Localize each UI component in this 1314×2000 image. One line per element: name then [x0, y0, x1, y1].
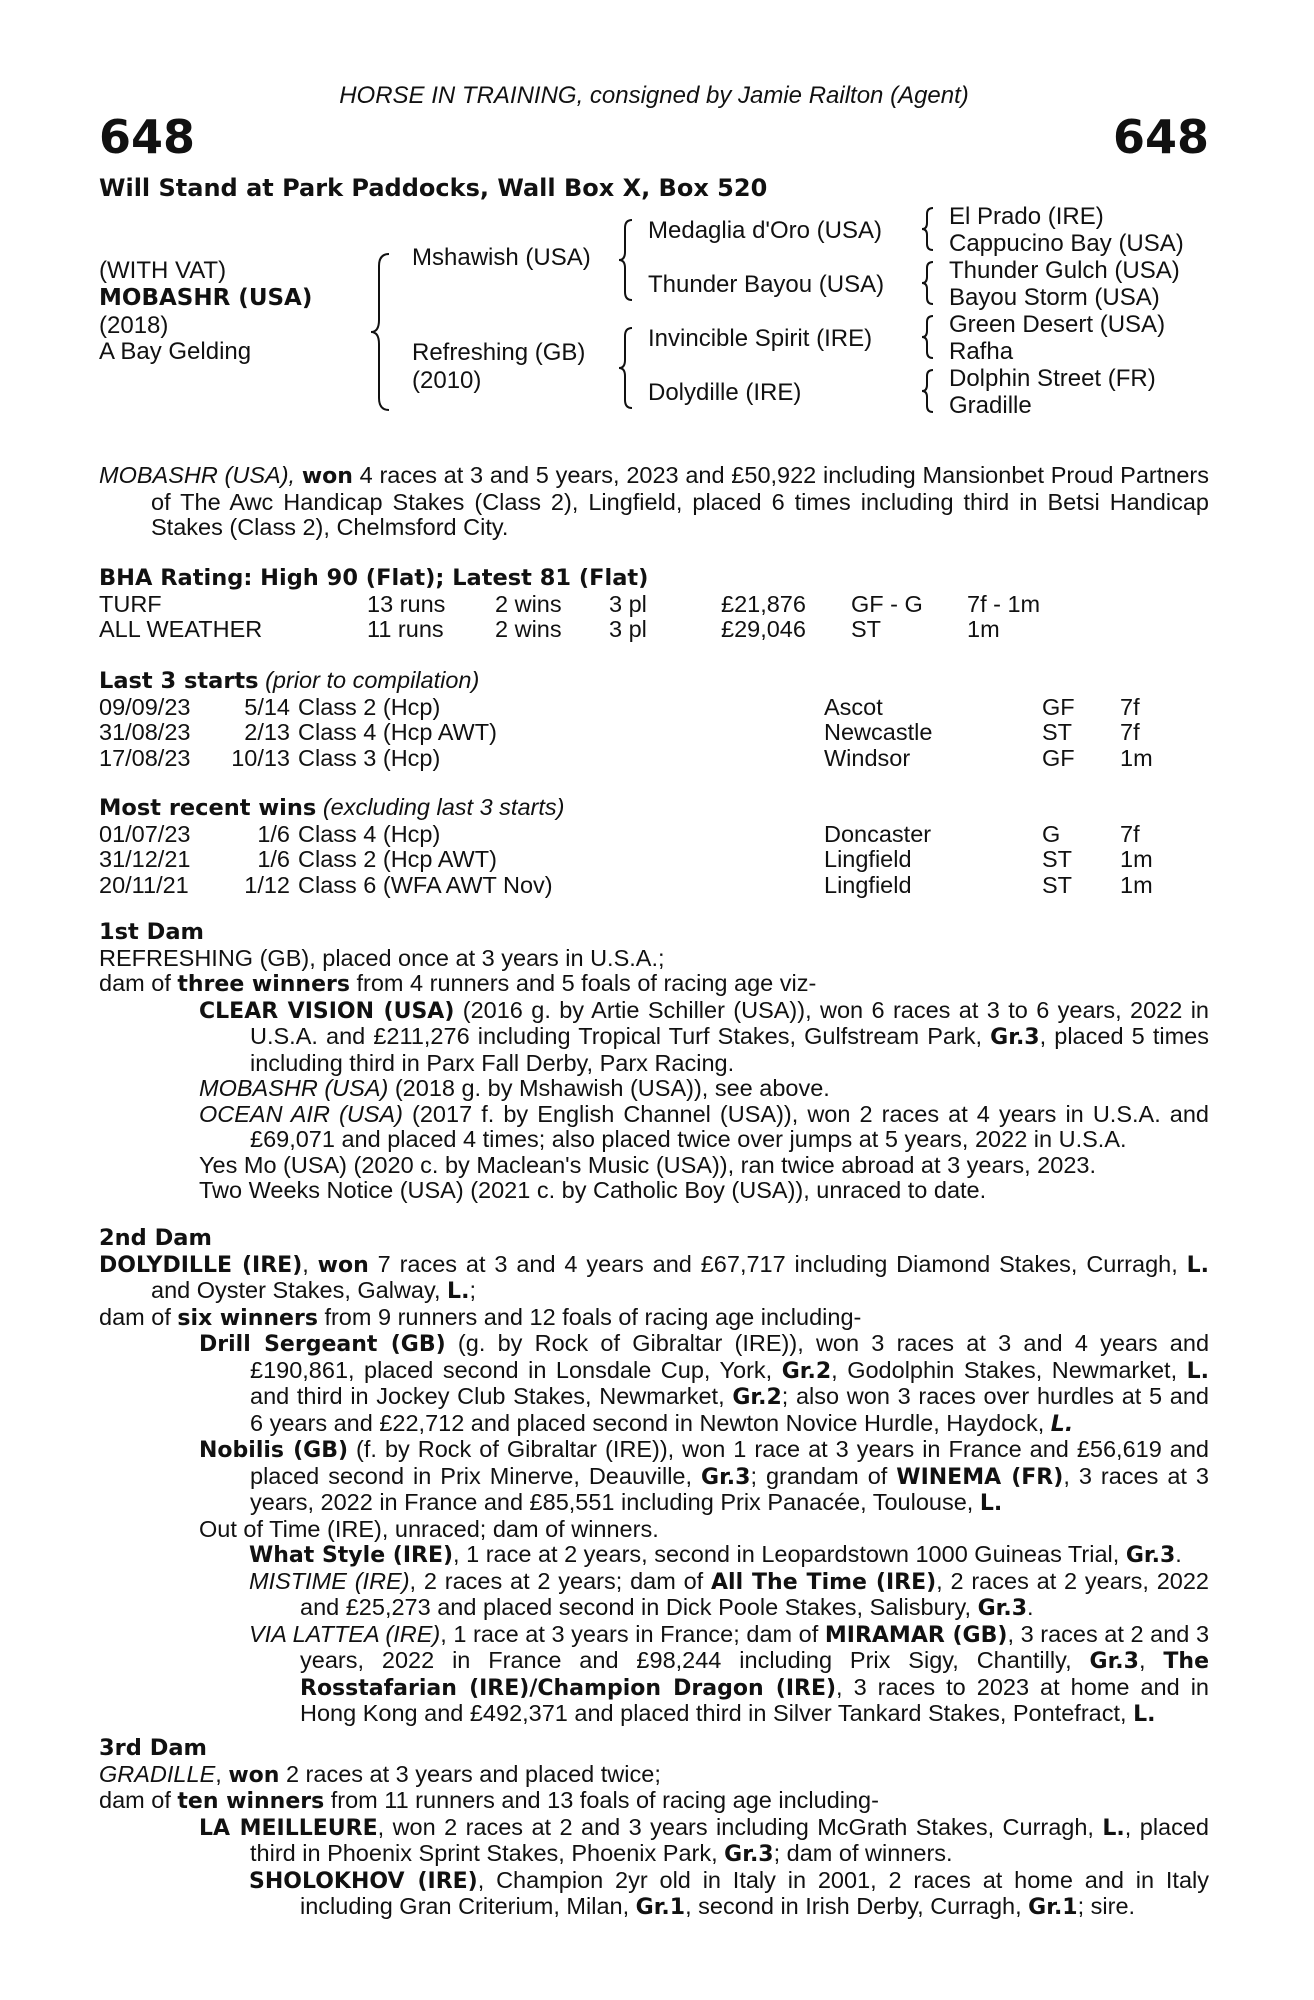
third-dam-heading: 3rd Dam [99, 1735, 207, 1761]
ratings-table [99, 592, 1040, 643]
recent-wins-table [99, 822, 1153, 899]
catalogue-page [99, 0, 1209, 2000]
grandsire-3: Thunder Gulch (USA) [949, 257, 1180, 284]
recent-wins-section: Most recent wins (excluding last 3 starts) 01/07/23 1/6 Class 4 (Hcp) Doncaster G 7f 31/12/21 1/6 Class 2 (Hcp AWT) Lingfield ST 1m 20/11/21 1/12 Class 6 (WFA AWT Nov) Lingfield ST 1m [99, 794, 1153, 898]
race-summary: MOBASHR (USA), won 4 races at 3 and 5 years, 2023 and £50,922 including Mansionbet Proud Partners of The Awc Handicap Stakes (Class 2), Lingfield, placed 6 times including third in Betsi Handicap Stakes (Class 2), Chelmsford City. [99, 462, 1209, 540]
table-row: 17/08/23 10/13 Class 3 (Hcp) Windsor GF 1m [99, 744, 1153, 771]
consignment-header: HORSE IN TRAINING, consigned by Jamie Railton (Agent) [339, 82, 969, 109]
stand-location: Will Stand at Park Paddocks, Wall Box X, Box 520 [99, 174, 768, 202]
brace-main [369, 252, 393, 412]
ratings-section [99, 566, 1209, 643]
table-row: 31/12/21 1/6 Class 2 (Hcp AWT) Lingfield ST 1m [99, 846, 1153, 872]
table-row: 20/11/21 1/12 Class 6 (WFA AWT Nov) Lingfield ST 1m [99, 871, 1153, 898]
sire: Mshawish (USA) [412, 244, 591, 271]
brace-g1 [920, 206, 936, 252]
grandsire-1: El Prado (IRE) [949, 203, 1104, 230]
table-row: TURF 13 runs 2 wins 3 pl £21,876 GF - G 7f - 1m [99, 590, 1041, 617]
first-dam-section: 1st Dam REFRESHING (GB), placed once at 3 years in U.S.A.; dam of three winners from 4 runners and 5 foals of racing age viz- CLEAR VISION (USA) (2016 g. by Artie Schiller (USA)), won 6 races at 3 to 6 years, 2022 in U.S.A. and £211,276 including Tropical Turf Stakes, Gulfstream Park, Gr.3, placed 5 times including third in Parx Fall Derby, Parx Racing. MOBASHR (USA) (2018 g. by Mshawish (USA)), see above. OCEAN AIR (USA) (2017 f. by English Channel (USA)), won 2 races at 4 years in U.S.A. and £69,071 and placed 4 times; also placed twice over jumps at 5 years, 2022 in U.S.A. Yes Mo (USA) (2020 c. by Maclean's Music (USA)), ran twice abroad at 3 years, 2023. Two Weeks Notice (USA) (2021 c. by Catholic Boy (USA)), unraced to date. [99, 919, 1209, 1203]
lot-number-right: 648 [1112, 110, 1209, 164]
lot-number-left: 648 [99, 110, 196, 164]
last-starts-table [99, 695, 1153, 772]
brace-sire [617, 218, 635, 302]
brace-dam [617, 326, 635, 410]
dam-year: (2010) [412, 367, 482, 394]
brace-g4 [920, 368, 936, 414]
grandsire-5: Green Desert (USA) [949, 311, 1166, 338]
dam-sire: Invincible Spirit (IRE) [648, 325, 873, 352]
horse-description: A Bay Gelding [99, 338, 252, 365]
grandsire-7: Dolphin Street (FR) [949, 365, 1156, 392]
sire-sire: Medaglia d'Oro (USA) [648, 217, 882, 244]
table-row: 31/08/23 2/13 Class 4 (Hcp AWT) Newcastle ST 7f [99, 719, 1140, 745]
table-row: 09/09/23 5/14 Class 2 (Hcp) Ascot GF 7f [99, 693, 1140, 720]
granddam-2: Cappucino Bay (USA) [949, 230, 1184, 257]
granddam-6: Rafha [949, 338, 1014, 365]
dam-dam: Dolydille (IRE) [648, 379, 802, 406]
brace-g3 [920, 314, 936, 360]
sire-dam: Thunder Bayou (USA) [648, 271, 885, 298]
first-dam-heading: 1st Dam [99, 919, 204, 945]
horse-name: MOBASHR (USA) [99, 285, 313, 311]
horse-year: (2018) [99, 312, 169, 339]
third-dam-section: 3rd Dam GRADILLE, won 2 races at 3 years and placed twice; dam of ten winners from 11 runners and 13 foals of racing age including- LA MEILLEURE, won 2 races at 2 and 3 years including McGrath Stakes, Curragh, L., placed third in Phoenix Sprint Stakes, Phoenix Park, Gr.3; dam of winners. SHOLOKHOV (IRE), Champion 2yr old in Italy in 2001, 2 races at home and in Italy including Gran Criterium, Milan, Gr.1, second in Irish Derby, Curragh, Gr.1; sire. [99, 1735, 1210, 1920]
table-row: 01/07/23 1/6 Class 4 (Hcp) Doncaster G 7f [99, 820, 1140, 847]
table-row: ALL WEATHER 11 runs 2 wins 3 pl £29,046 ST 1m [99, 616, 1000, 642]
second-dam-heading: 2nd Dam [99, 1225, 212, 1251]
dam: Refreshing (GB) [412, 339, 586, 366]
granddam-4: Bayou Storm (USA) [949, 284, 1160, 311]
last-starts-section: Last 3 starts (prior to compilation) 09/09/23 5/14 Class 2 (Hcp) Ascot GF 7f 31/08/23 2/13 Class 4 (Hcp AWT) Newcastle ST 7f 17/08/23 10/13 Class 3 (Hcp) Windsor GF 1m [99, 667, 1153, 771]
vat-note: (WITH VAT) [99, 257, 227, 284]
granddam-8: Gradille [949, 392, 1032, 419]
ratings-heading: BHA Rating: High 90 (Flat); Latest 81 (Flat) [99, 565, 649, 591]
brace-g2 [920, 260, 936, 306]
second-dam-section: 2nd Dam DOLYDILLE (IRE), won 7 races at 3 and 4 years and £67,717 including Diamond Stakes, Curragh, L. and Oyster Stakes, Galway, L.; dam of six winners from 9 runners and 12 foals of racing age including- Drill Sergeant (GB) (g. by Rock of Gibraltar (IRE)), won 3 races at 3 and 4 years and £190,861, placed second in Lonsdale Cup, York, Gr.2, Godolphin Stakes, Newmarket, L. and third in Jockey Club Stakes, Newmarket, Gr.2; also won 3 races over hurdles at 5 and 6 years and £22,712 and placed second in Newton Novice Hurdle, Haydock, L. Nobilis (GB) (f. by Rock of Gibraltar (IRE)), won 1 race at 3 years in France and £56,619 and placed second in Prix Minerve, Deauville, Gr.3; grandam of WINEMA (FR), 3 races at 3 years, 2022 in France and £85,551 including Prix Panacée, Toulouse, L. Out of Time (IRE), unraced; dam of winners. What Style (IRE), 1 race at 2 years, second in Leopardstown 1000 Guineas Trial, Gr.3. MISTIME (IRE), 2 races at 2 years; dam of All The Time (IRE), 2 races at 2 years, 2022 and £25,273 and placed second in Dick Poole Stakes, Salisbury, Gr.3. VIA LATTEA (IRE), 1 race at 3 years in France; dam of MIRAMAR (GB), 3 races at 2 and 3 years, 2022 in France and £98,244 including Prix Sigy, Chantilly, Gr.3, The Rosstafarian (IRE)/Champion Dragon (IRE), 3 races to 2023 at home and in Hong Kong and £492,371 and placed third in Silver Tankard Stakes, Pontefract, L. [99, 1225, 1210, 1727]
